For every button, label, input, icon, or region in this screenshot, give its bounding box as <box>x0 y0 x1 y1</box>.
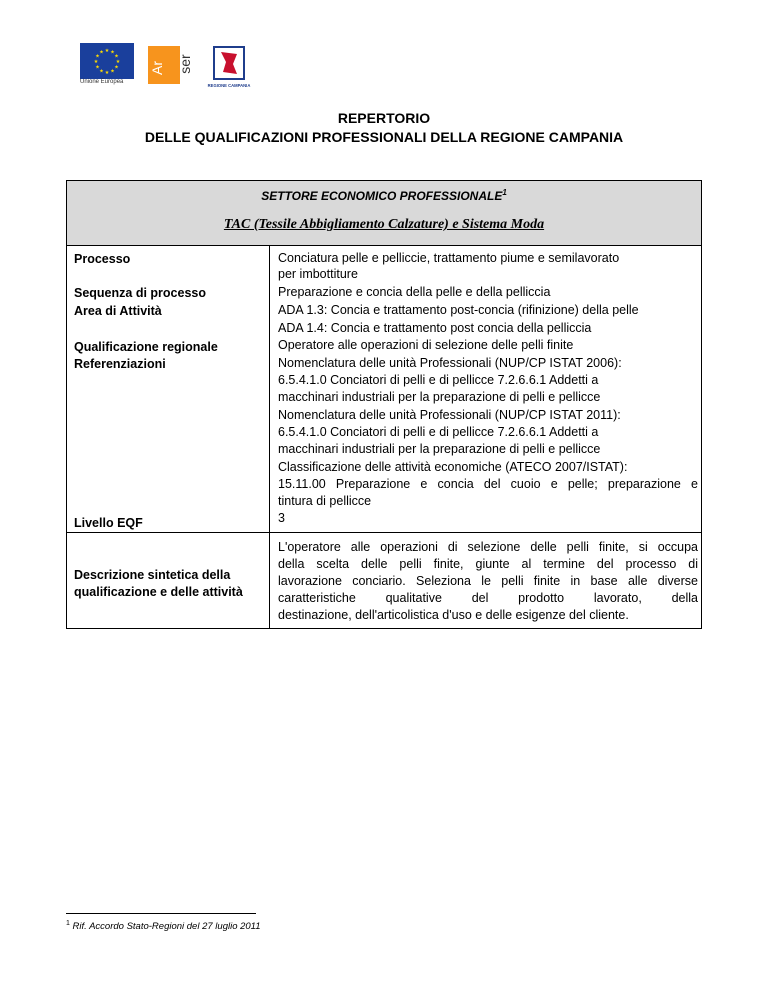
value-sequenza: Preparazione e concia della pelle e della pelliccia <box>278 285 551 299</box>
qualification-table <box>66 246 702 629</box>
label-processo: Processo <box>74 252 131 266</box>
value-descrizione-l2: della scelta delle pelli finite, giunte al termine del processo di <box>278 557 698 571</box>
svg-text:Ar: Ar <box>149 61 165 75</box>
row-divider <box>67 532 701 533</box>
label-referenziazioni: Referenziazioni <box>74 357 166 371</box>
svg-text:★: ★ <box>110 68 115 75</box>
footnote-ref: 1 <box>502 188 507 197</box>
sector-header-box <box>66 180 702 246</box>
value-ateco-code: 15.11.00 Preparazione e concia del cuoio e pelle; preparazione e <box>278 477 698 491</box>
sector-name: TAC (Tessile Abbigliamento Calzature) e Sistema Moda <box>223 217 545 232</box>
value-processo: Conciatura pelle e pelliccie, trattamento piume e semilavorato <box>278 251 620 265</box>
value-nup2011-desc: macchinari industriali per la preparazione di pelli e pellicce <box>278 442 601 456</box>
value-processo-cont: per imbottiture <box>278 267 358 281</box>
svg-text:★: ★ <box>110 49 115 56</box>
value-descrizione-l1: L'operatore alle operazioni di selezione delle pelli finite, si occupa <box>278 540 698 554</box>
svg-text:★: ★ <box>104 48 110 54</box>
label-livello-eqf: Livello EQF <box>74 516 143 530</box>
footnote-mark: 1 <box>66 920 70 927</box>
column-divider <box>269 246 270 628</box>
value-ateco-title: Classificazione delle attività economiche (ATECO 2007/ISTAT): <box>278 460 628 474</box>
value-nup2011-codes: 6.5.4.1.0 Conciatori di pelli e di pellicce 7.2.6.6.1 Addetti a <box>278 425 599 439</box>
value-area-ada13: ADA 1.3: Concia e trattamento post-concia (rifinizione) della pelle <box>278 303 639 317</box>
document-subtitle: DELLE QUALIFICAZIONI PROFESSIONALI DELLA REGIONE CAMPANIA <box>144 129 624 145</box>
value-nup2006-title: Nomenclatura delle unità Professionali (NUP/CP ISTAT 2006): <box>278 356 622 370</box>
footnote <box>66 920 261 932</box>
label-descrizione-l2: qualificazione e delle attività <box>74 585 243 599</box>
value-nup2006-codes: 6.5.4.1.0 Conciatori di pelli e di pellicce 7.2.6.6.1 Addetti a <box>278 373 599 387</box>
label-sequenza: Sequenza di processo <box>74 286 206 300</box>
footnote-separator <box>66 913 256 914</box>
value-livello-eqf: 3 <box>278 511 285 525</box>
arser-logo <box>148 46 198 84</box>
document-title: REPERTORIO <box>337 110 431 126</box>
label-area-attivita: Area di Attività <box>74 304 162 318</box>
sector-label: SETTORE ECONOMICO PROFESSIONALE$^1$ <box>261 188 507 203</box>
value-nup2006-desc: macchinari industriali per la preparazione di pelli e pellicce <box>278 390 601 404</box>
svg-text:★: ★ <box>104 70 110 76</box>
svg-text:REGIONE CAMPANIA: REGIONE CAMPANIA <box>207 83 251 88</box>
label-descrizione-l1: Descrizione sintetica della <box>74 568 231 582</box>
value-ateco-desc: tintura di pellicce <box>278 494 372 508</box>
footnote-text: Rif. Accordo Stato-Regioni del 27 luglio 2011 <box>72 921 261 933</box>
value-descrizione-l5: destinazione, dell'articolistica d'uso e delle esigenze del cliente. <box>278 608 629 622</box>
value-area-ada14: ADA 1.4: Concia e trattamento post concia della pelliccia <box>278 321 592 335</box>
svg-text:★: ★ <box>95 64 100 71</box>
svg-text:ser: ser <box>177 54 193 74</box>
svg-text:★: ★ <box>114 64 119 71</box>
eu-flag-logo <box>80 43 134 88</box>
svg-text:★: ★ <box>99 49 104 56</box>
label-qualificazione: Qualificazione regionale <box>74 340 218 354</box>
regione-campania-logo <box>207 46 251 88</box>
value-descrizione-l3: lavorazione conciario. Seleziona le pelli finite in base alle diverse <box>278 574 698 588</box>
svg-text:★: ★ <box>93 59 99 65</box>
value-descrizione-l4: caratteristiche qualitative del prodotto lavorato, della <box>278 591 698 605</box>
svg-text:★: ★ <box>114 53 119 60</box>
value-nup2011-title: Nomenclatura delle unità Professionali (NUP/CP ISTAT 2011): <box>278 408 621 422</box>
svg-text:★: ★ <box>115 59 121 65</box>
svg-text:★: ★ <box>99 68 104 75</box>
svg-text:★: ★ <box>95 53 100 60</box>
value-qualificazione: Operatore alle operazioni di selezione delle pelli finite <box>278 338 574 352</box>
eu-caption: Unione Europea <box>80 79 124 85</box>
